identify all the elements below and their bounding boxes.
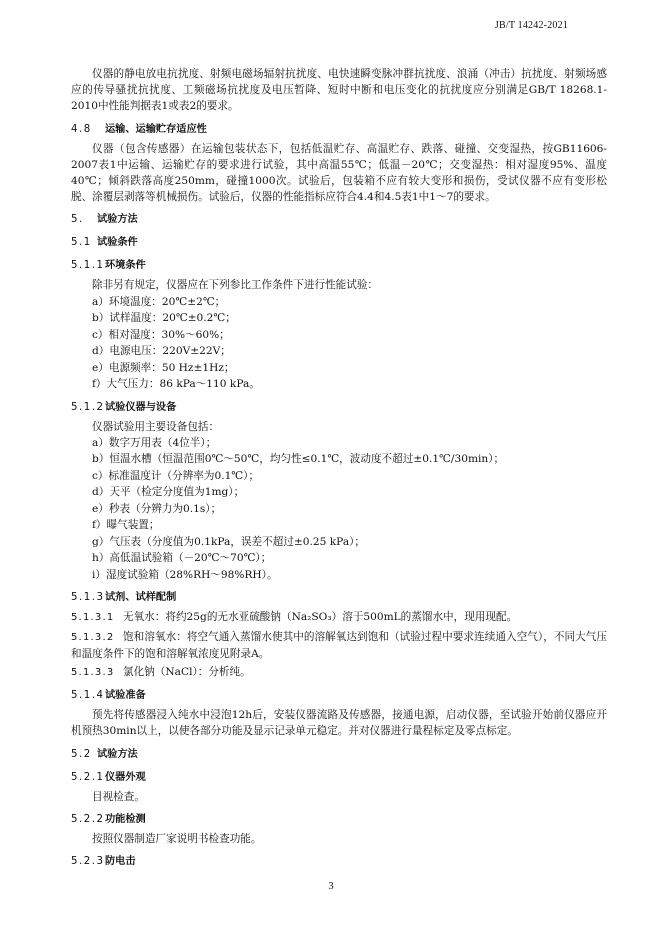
list-item: a）数字万用表（4位半）； xyxy=(92,436,217,449)
preparation-paragraph: 预先将传感器浸入纯水中浸泡12h后，安装仪器流路及传感器，接通电源，启动仪器，至试验开始前仪器应开机预热30min以上，以使各部分功能及显示记录单元稳定。并对仪器进行量程标定及零点标定。 xyxy=(71,709,607,738)
heading-number: 5.1 xyxy=(71,237,92,249)
heading-title: 试验条件 xyxy=(97,237,138,249)
heading-title: 试剂、试样配制 xyxy=(105,592,177,604)
heading-5-2-1 xyxy=(71,770,607,786)
heading-5 xyxy=(71,212,607,228)
heading-title: 试验方法 xyxy=(97,748,138,760)
heading-title: 环境条件 xyxy=(105,260,146,272)
document-body xyxy=(71,66,607,873)
heading-number: 5.1.2 xyxy=(71,401,105,413)
subclause-number: 5.1.3.2 xyxy=(71,631,115,643)
subclause-5-1-3-3 xyxy=(71,664,607,681)
heading-title: 功能检测 xyxy=(105,813,146,825)
subclause-5-1-3-2 xyxy=(71,629,607,662)
heading-number: 5.1.4 xyxy=(71,690,105,702)
subclause-5-1-3-1 xyxy=(71,609,607,626)
heading-title: 试验准备 xyxy=(105,690,146,702)
heading-number: 5.2 xyxy=(71,748,92,760)
list-item: b）试样温度：20℃±0.2℃； xyxy=(92,312,236,325)
list-item: f）大气压力：86 kPa～110 kPa。 xyxy=(92,378,260,391)
heading-5-1 xyxy=(71,235,607,251)
heading-title: 防电击 xyxy=(105,855,136,867)
heading-title: 试验方法 xyxy=(97,214,138,226)
heading-5-1-4 xyxy=(71,688,607,704)
document-number: JB/T 14242-2021 xyxy=(494,20,568,31)
list-item: c）相对湿度：30%～60%； xyxy=(92,328,230,341)
heading-5-2-3 xyxy=(71,854,607,870)
list-item: f）曝气装置； xyxy=(92,519,160,532)
heading-number: 5.1.3 xyxy=(71,592,105,604)
heading-5-1-1 xyxy=(71,258,607,274)
subclause-text: 氯化钠（NaCl）：分析纯。 xyxy=(123,665,251,678)
list-item: e）秒表（分辨力为0.1s）； xyxy=(92,502,222,515)
list-item: a）环境温度：20℃±2℃； xyxy=(92,295,226,308)
list-item: d）天平（检定分度值为1mg）； xyxy=(92,486,245,499)
list-item: c）标准温度计（分辨率为0.1℃）； xyxy=(92,469,260,482)
heading-number: 4.8 xyxy=(71,123,92,135)
list-item: b）恒温水槽（恒温范围0℃～50℃，均匀性≤0.1℃，波动度不超过±0.1℃/30min）； xyxy=(92,453,505,466)
heading-5-2 xyxy=(71,747,607,763)
function-paragraph: 按照仪器制造厂家说明书检查功能。 xyxy=(92,832,262,845)
appearance-paragraph: 目视检查。 xyxy=(92,790,145,803)
list-item: e）电源频率：50 Hz±1Hz； xyxy=(92,361,235,374)
heading-4-8 xyxy=(71,122,607,138)
heading-number: 5.2.3 xyxy=(71,855,105,867)
heading-number: 5.2.2 xyxy=(71,813,105,825)
heading-5-1-2 xyxy=(71,400,607,416)
heading-5-1-3 xyxy=(71,590,607,606)
heading-number: 5. xyxy=(71,214,84,226)
emc-paragraph: 仪器的静电放电抗扰度、射频电磁场辐射抗扰度、电快速瞬变脉冲群抗扰度、浪涌（冲击）抗扰度、射频场感应的传导骚扰抗扰度、工频磁场抗扰度及电压暂降、短时中断和电压变化的抗扰度应分别满足GB/T 18268.1-2010中性能判据表1或表2的要求。 xyxy=(71,68,607,113)
list-item: h）高低温试验箱（－20℃～70℃）； xyxy=(92,552,272,565)
subclause-number: 5.1.3.3 xyxy=(71,666,115,678)
heading-title: 试验仪器与设备 xyxy=(105,401,177,413)
page-number: 3 xyxy=(328,881,334,892)
list-item: i）湿度试验箱（28%RH～98%RH）。 xyxy=(92,568,278,581)
subclause-text: 无氧水：将约25g的无水亚硫酸钠（Na₂SO₃）溶于500mL的蒸馏水中，现用现配。 xyxy=(123,611,518,624)
heading-title: 仪器外观 xyxy=(105,771,146,783)
equipment-intro: 仪器试验用主要设备包括： xyxy=(92,420,220,433)
subclause-number: 5.1.3.1 xyxy=(71,612,115,624)
heading-number: 5.1.1 xyxy=(71,260,105,272)
environment-intro: 除非另有规定，仪器应在下列参比工作条件下进行性能试验： xyxy=(92,279,379,292)
list-item: d）电源电压：220V±22V； xyxy=(92,345,231,358)
heading-title: 运输、运输贮存适应性 xyxy=(105,123,207,135)
subclause-text: 饱和溶氧水：将空气通入蒸馏水使其中的溶解氧达到饱和（试验过程中要求连续通入空气），不同大气压和温度条件下的饱和溶解氧浓度见附录A。 xyxy=(71,630,607,660)
heading-number: 5.2.1 xyxy=(71,771,105,783)
heading-5-2-2 xyxy=(71,812,607,828)
transport-paragraph: 仪器（包含传感器）在运输包装状态下，包括低温贮存、高温贮存、跌落、碰撞、交变湿热，按GB11606-2007表1中运输、运输贮存的要求进行试验，其中高温55℃；低温－20℃；交变湿热：相对湿度95%、温度40℃；倾斜跌落高度250mm，碰撞1000次。试验后，包装箱不应有较大变形和损伤，受试仪器不应有变形松脱、涂覆层剥落等机械损伤。试验后，仪器的性能指标应符合4.4和4.5表1中1～7的要求。 xyxy=(71,142,607,204)
list-item: g）气压表（分度值为0.1kPa，误差不超过±0.25 kPa）； xyxy=(92,535,366,548)
